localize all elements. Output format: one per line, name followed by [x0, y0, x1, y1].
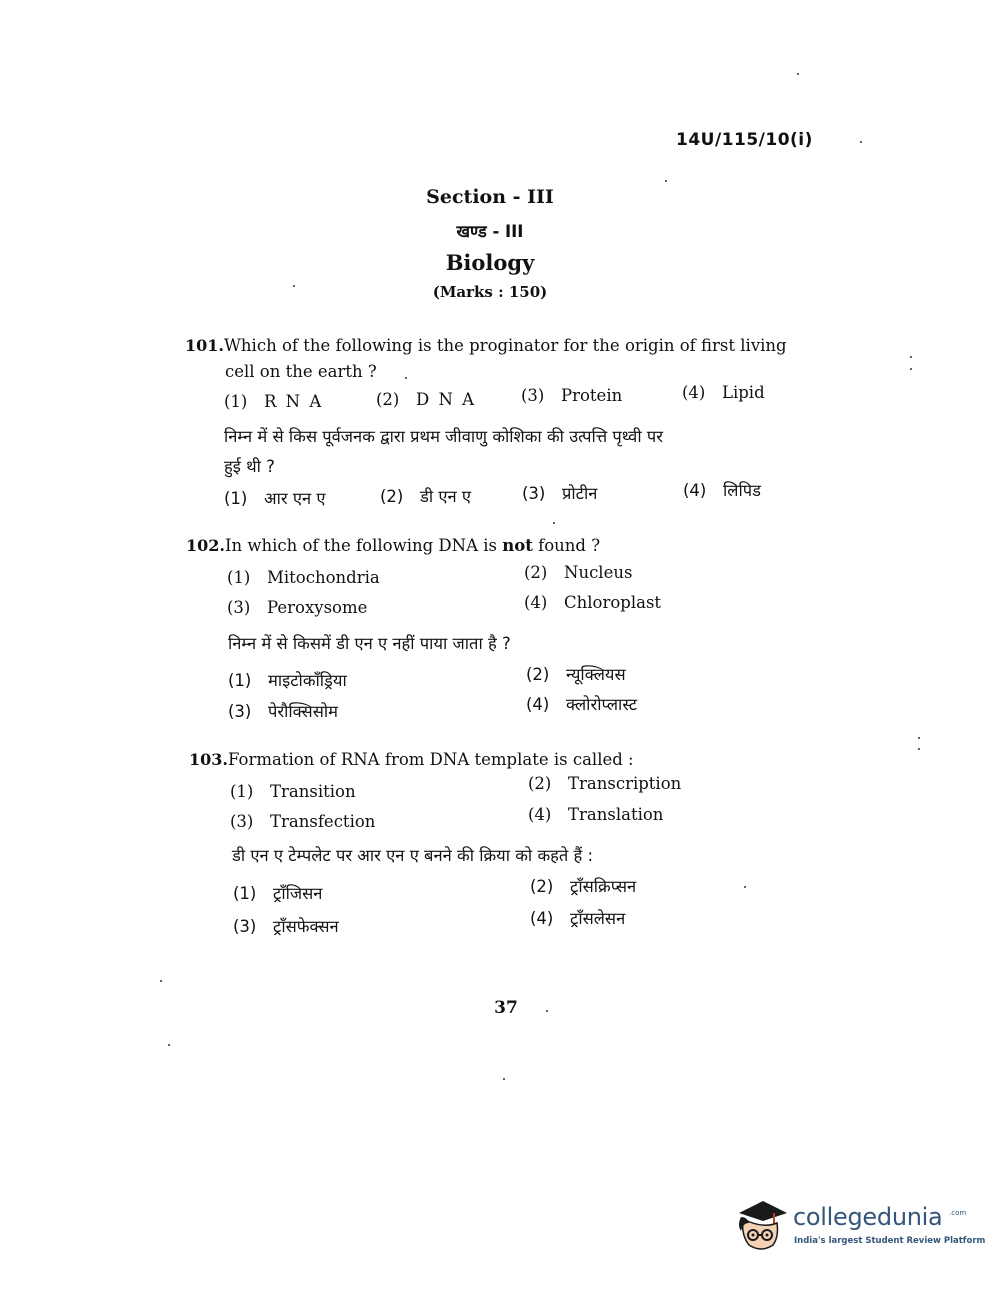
- collegedunia-watermark: [733, 1195, 986, 1265]
- question-text-hindi: निम्न में से किस पूर्वजनक द्वारा प्रथम जीवाणु कोशिका की उत्पत्ति पृथ्वी पर: [224, 427, 663, 446]
- option-101-2: (2) D N A: [376, 390, 477, 409]
- question-number: 103.: [189, 750, 228, 769]
- scan-speck: [293, 285, 295, 287]
- brand-name: collegedunia: [793, 1203, 943, 1231]
- option-103-3: (3) Transfection: [230, 812, 376, 831]
- option-102-2-hindi: (2) न्यूक्लियस: [526, 665, 626, 684]
- option-101-3-hindi: (3) प्रोटीन: [522, 484, 598, 503]
- option-102-1: (1) Mitochondria: [227, 568, 380, 587]
- option-102-4-hindi: (4) क्लोरोप्लास्ट: [526, 695, 638, 714]
- option-103-2: (2) Transcription: [528, 774, 682, 793]
- brand-tagline: India's largest Student Review Platform: [794, 1236, 986, 1246]
- question-103-hindi: डी एन ए टेम्पलेट पर आर एन ए बनने की क्रिया को कहते हैं :: [232, 846, 594, 865]
- scan-speck: [168, 1044, 170, 1046]
- option-101-3: (3) Protein: [521, 386, 623, 405]
- scan-speck: [405, 377, 407, 379]
- option-102-3-hindi: (3) पेरौक्सिसोम: [228, 702, 339, 721]
- page-number: 37: [494, 998, 518, 1018]
- scan-speck: [910, 356, 912, 358]
- option-103-3-hindi: (3) ट्राँसफेक्सन: [233, 917, 339, 936]
- option-103-4-hindi: (4) ट्राँसलेसन: [530, 909, 626, 928]
- question-text: Which of the following is the proginator for the origin of first living: [223, 336, 787, 355]
- option-102-3: (3) Peroxysome: [227, 598, 368, 617]
- section-title: Section - III: [426, 186, 554, 208]
- question-103: 103.Formation of RNA from DNA template is called :: [189, 750, 634, 769]
- scan-speck: [553, 522, 555, 524]
- option-103-1: (1) Transition: [230, 782, 356, 801]
- option-101-4: (4) Lipid: [682, 383, 765, 402]
- scan-speck: [160, 980, 162, 982]
- question-number: 101.: [185, 336, 224, 355]
- scan-speck: [860, 141, 862, 143]
- question-101-hindi: [224, 422, 824, 482]
- question-text-cont: cell on the earth ?: [225, 362, 377, 381]
- question-number: 102.: [186, 536, 225, 555]
- option-103-2-hindi: (2) ट्राँसक्रिप्सन: [530, 877, 637, 896]
- question-102: 102.In which of the following DNA is not found ?: [186, 536, 601, 555]
- scan-speck: [797, 73, 799, 75]
- scan-speck: [503, 1078, 505, 1080]
- option-101-1-hindi: (1) आर एन ए: [224, 489, 326, 508]
- question-102-hindi: निम्न में से किसमें डी एन ए नहीं पाया जाता है ?: [228, 634, 511, 653]
- question-text-hindi-cont: हुई थी ?: [224, 457, 275, 476]
- option-103-4: (4) Translation: [528, 805, 664, 824]
- section-title-hindi: खण्ड - III: [456, 222, 524, 241]
- option-103-1-hindi: (1) ट्राँजिसन: [233, 884, 323, 903]
- mascot-logo-icon: [733, 1195, 789, 1255]
- scan-speck: [918, 737, 920, 739]
- brand-domain: .com: [949, 1209, 967, 1217]
- option-101-1: (1) R N A: [224, 392, 324, 411]
- option-102-2: (2) Nucleus: [524, 563, 633, 582]
- scan-speck: [665, 180, 667, 182]
- option-102-1-hindi: (1) माइटोकॉंड्रिया: [228, 671, 347, 690]
- paper-code: 14U/115/10(i): [676, 130, 813, 150]
- scan-speck: [918, 748, 920, 750]
- option-101-4-hindi: (4) लिपिड: [683, 481, 761, 500]
- question-101: [185, 333, 825, 385]
- scan-speck: [744, 886, 746, 888]
- scan-speck: [910, 368, 912, 370]
- option-102-4: (4) Chloroplast: [524, 593, 662, 612]
- scan-speck: [546, 1010, 548, 1012]
- subject-title: Biology: [445, 250, 535, 275]
- marks-label: (Marks : 150): [432, 283, 548, 301]
- option-101-2-hindi: (2) डी एन ए: [380, 487, 471, 506]
